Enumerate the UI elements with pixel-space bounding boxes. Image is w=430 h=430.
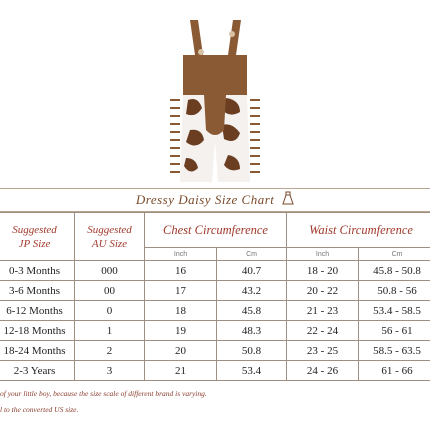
jp-size-header: Suggested JP Size bbox=[0, 213, 75, 261]
au-size-cell: 3 bbox=[75, 361, 145, 381]
chest-cm-cell: 40.7 bbox=[217, 261, 287, 281]
chest-cm-header: Cm bbox=[217, 248, 287, 261]
note-line: of your little boy, because the size scale of different brand is varying. bbox=[0, 389, 207, 398]
waist-cm-cell: 53.4 - 58.5 bbox=[359, 301, 430, 321]
note-line: l to the converted US size. bbox=[0, 405, 79, 414]
chest-cm-cell: 50.8 bbox=[217, 341, 287, 361]
chest-inch-cell: 17 bbox=[145, 281, 217, 301]
jp-size-cell: 3-6 Months bbox=[0, 281, 75, 301]
waist-inch-cell: 20 - 22 bbox=[287, 281, 359, 301]
jp-size-cell: 12-18 Months bbox=[0, 321, 75, 341]
chest-cm-cell: 48.3 bbox=[217, 321, 287, 341]
waist-cm-cell: 45.8 - 50.8 bbox=[359, 261, 430, 281]
size-chart-title bbox=[0, 188, 430, 212]
table-row bbox=[0, 301, 430, 321]
size-notes bbox=[0, 386, 430, 418]
waist-cm-cell: 58.5 - 63.5 bbox=[359, 341, 430, 361]
waist-cm-header: Cm bbox=[359, 248, 430, 261]
waist-inch-cell: 24 - 26 bbox=[287, 361, 359, 381]
overalls-illustration bbox=[0, 0, 430, 185]
waist-inch-cell: 18 - 20 bbox=[287, 261, 359, 281]
chest-inch-header: Inch bbox=[145, 248, 217, 261]
au-size-cell: 000 bbox=[75, 261, 145, 281]
chest-cm-cell: 45.8 bbox=[217, 301, 287, 321]
chest-header: Chest Circumference bbox=[145, 213, 287, 248]
au-size-cell: 1 bbox=[75, 321, 145, 341]
chest-inch-cell: 18 bbox=[145, 301, 217, 321]
jp-size-cell: 2-3 Years bbox=[0, 361, 75, 381]
chest-inch-cell: 19 bbox=[145, 321, 217, 341]
table-row bbox=[0, 321, 430, 341]
product-image bbox=[0, 0, 430, 185]
chest-inch-cell: 20 bbox=[145, 341, 217, 361]
au-size-cell: 0 bbox=[75, 301, 145, 321]
chest-inch-cell: 21 bbox=[145, 361, 217, 381]
au-size-cell: 2 bbox=[75, 341, 145, 361]
au-size-cell: 00 bbox=[75, 281, 145, 301]
table-row bbox=[0, 281, 430, 301]
jp-size-cell: 18-24 Months bbox=[0, 341, 75, 361]
chest-cm-cell: 43.2 bbox=[217, 281, 287, 301]
waist-cm-cell: 61 - 66 bbox=[359, 361, 430, 381]
chest-inch-cell: 16 bbox=[145, 261, 217, 281]
table-row bbox=[0, 341, 430, 361]
size-chart-table bbox=[0, 212, 430, 381]
header-row bbox=[0, 213, 430, 248]
waist-inch-header: Inch bbox=[287, 248, 359, 261]
table-row bbox=[0, 361, 430, 381]
size-chart-title-text: Dressy Daisy Size Chart bbox=[135, 192, 275, 207]
waist-cm-cell: 56 - 61 bbox=[359, 321, 430, 341]
table-row bbox=[0, 261, 430, 281]
dress-icon bbox=[282, 190, 294, 212]
jp-size-cell: 6-12 Months bbox=[0, 301, 75, 321]
au-size-header: Suggested AU Size bbox=[75, 213, 145, 261]
chest-cm-cell: 53.4 bbox=[217, 361, 287, 381]
waist-cm-cell: 50.8 - 56 bbox=[359, 281, 430, 301]
waist-inch-cell: 21 - 23 bbox=[287, 301, 359, 321]
jp-size-cell: 0-3 Months bbox=[0, 261, 75, 281]
waist-inch-cell: 23 - 25 bbox=[287, 341, 359, 361]
waist-inch-cell: 22 - 24 bbox=[287, 321, 359, 341]
waist-header: Waist Circumference bbox=[287, 213, 430, 248]
